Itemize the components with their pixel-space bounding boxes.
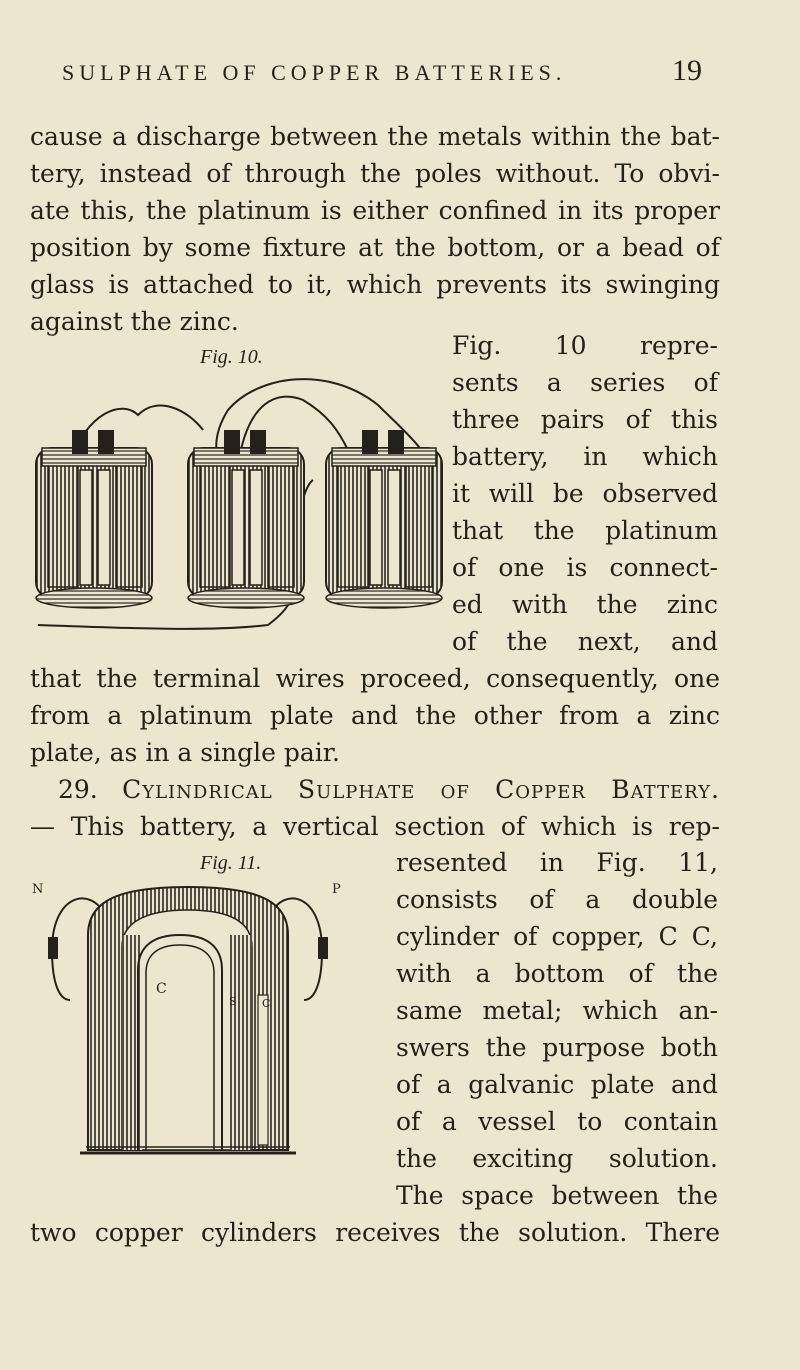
figure-10-label: Fig. 10. xyxy=(200,346,263,368)
text-line: sents a series of xyxy=(452,368,718,397)
text-line: ate this, the platinum is either confined in its proper xyxy=(30,196,720,225)
text-line: same metal; which an- xyxy=(396,996,718,1025)
text-line: resented in Fig. 11, xyxy=(396,848,718,877)
text-line: of a vessel to contain xyxy=(396,1107,718,1136)
letter-p: P xyxy=(332,882,341,897)
running-header xyxy=(62,54,702,100)
text-line: cylinder of copper, C C, xyxy=(396,922,718,951)
running-title: SULPHATE OF COPPER BATTERIES. xyxy=(62,60,567,85)
text-line: cause a discharge between the metals within the bat- xyxy=(30,122,720,151)
figure-11-illustration xyxy=(30,875,370,1165)
text-line: tery, instead of through the poles without. To obvi- xyxy=(30,159,720,188)
text-line: glass is attached to it, which prevents its swinging xyxy=(30,270,720,299)
letter-c2: C xyxy=(262,997,271,1010)
text-line: the exciting solution. xyxy=(396,1144,718,1173)
text-line: The space between the xyxy=(396,1181,718,1210)
text-line: of a galvanic plate and xyxy=(396,1070,718,1099)
text-line: it will be observed xyxy=(452,479,718,508)
text-line: three pairs of this xyxy=(452,405,718,434)
text-line: swers the purpose both xyxy=(396,1033,718,1062)
figure-11-label: Fig. 11. xyxy=(200,852,262,874)
section-title: Cylindrical Sulphate of Copper Battery. xyxy=(122,775,720,804)
text-line: two copper cylinders receives the solution. There xyxy=(30,1218,720,1247)
section-number: 29. xyxy=(58,775,98,804)
text-line: with a bottom of the xyxy=(396,959,718,988)
page-number: 19 xyxy=(672,54,702,87)
text-line: of one is connect- xyxy=(452,553,718,582)
text-line: consists of a double xyxy=(396,885,718,914)
section-heading xyxy=(58,773,720,807)
text-line: — This battery, a vertical section of which is rep- xyxy=(30,812,720,841)
figure-10-illustration xyxy=(28,370,448,640)
text-line: Fig. 10 repre- xyxy=(452,331,718,360)
text-line: that the platinum xyxy=(452,516,718,545)
text-line: position by some fixture at the bottom, or a bead of xyxy=(30,233,720,262)
text-line: against the zinc. xyxy=(30,307,239,336)
text-line: plate, as in a single pair. xyxy=(30,738,340,767)
letter-s: S xyxy=(229,995,237,1008)
letter-c: C xyxy=(156,981,167,997)
text-line: of the next, and xyxy=(452,627,718,656)
text-line: ed with the zinc xyxy=(452,590,718,619)
text-line: battery, in which xyxy=(452,442,718,471)
letter-n: N xyxy=(32,882,44,897)
text-line: from a platinum plate and the other from a zinc xyxy=(30,701,720,730)
text-line: that the terminal wires proceed, consequently, one xyxy=(30,664,720,693)
